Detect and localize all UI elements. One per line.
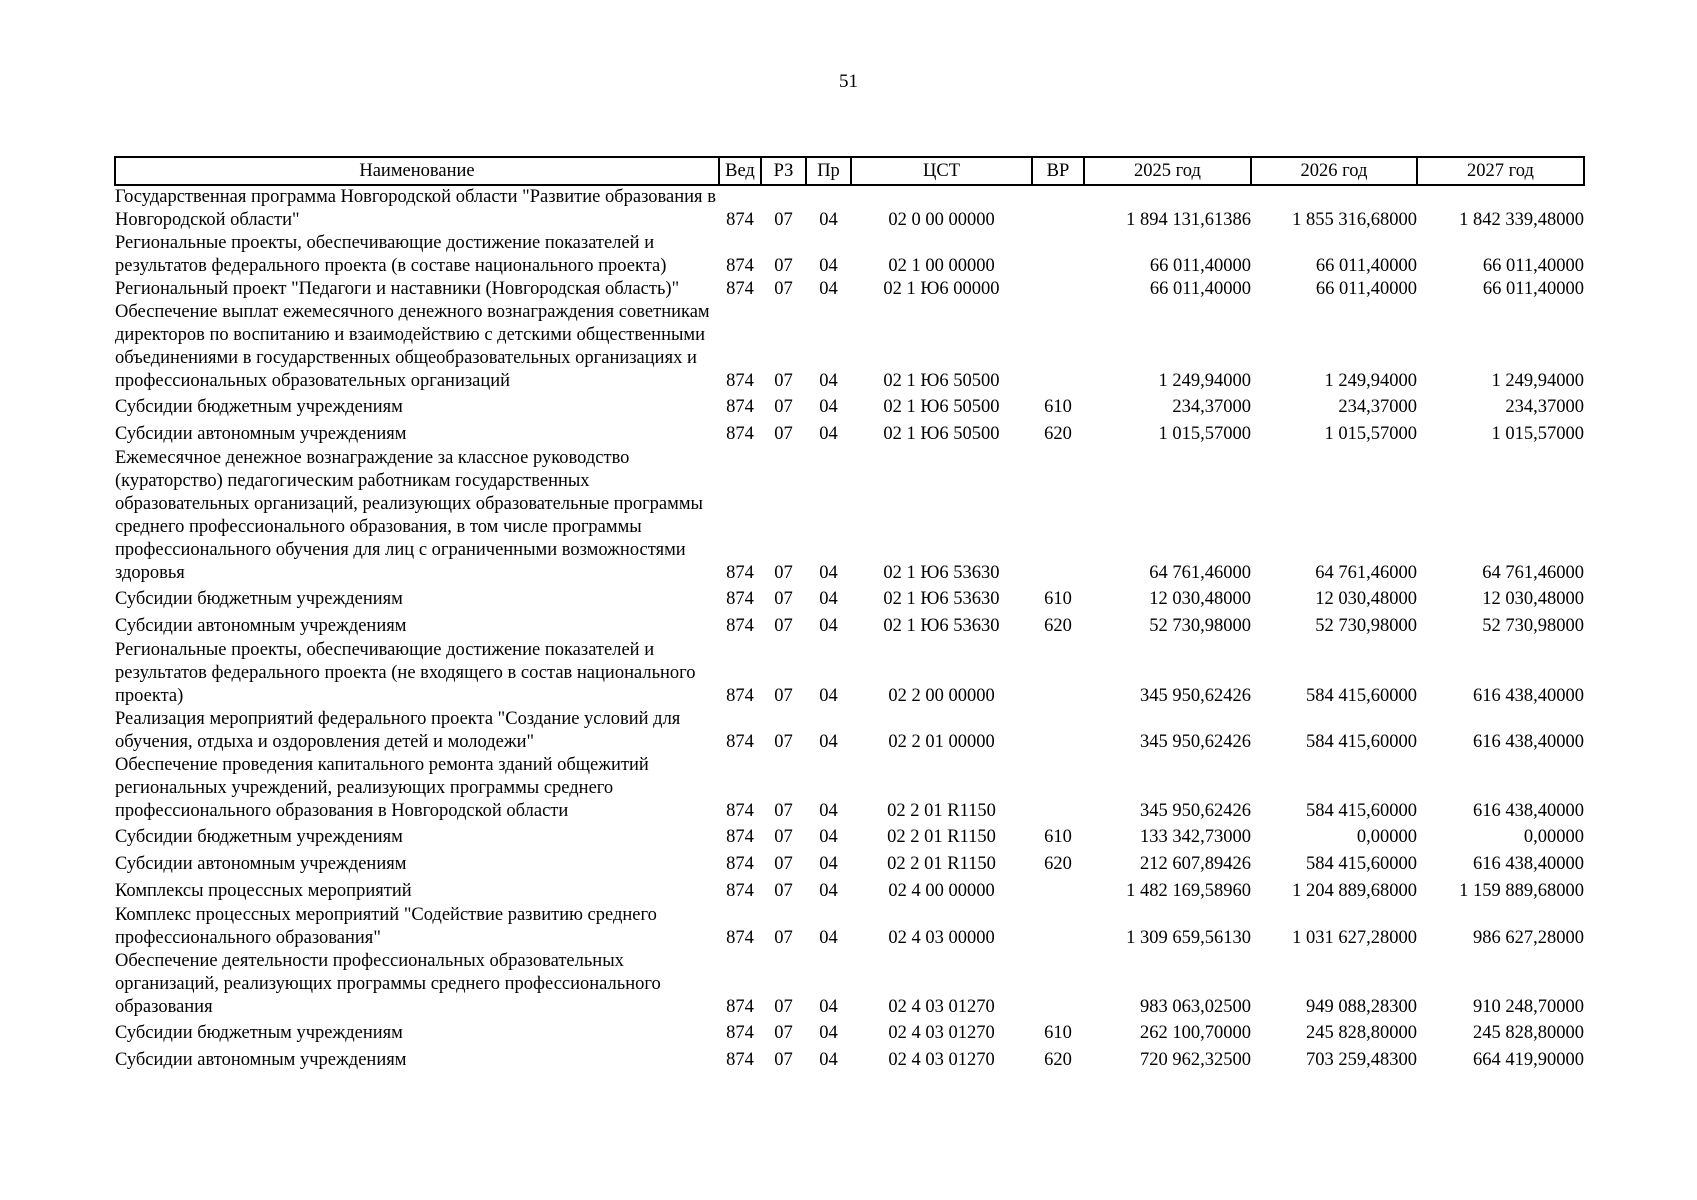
row-2025: 1 482 169,58960 <box>1126 881 1251 901</box>
row-pr: 04 <box>819 1023 838 1043</box>
row-2027: 664 419,90000 <box>1473 1050 1584 1070</box>
row-name: Субсидии автономным учреждениям <box>115 1050 407 1070</box>
row-2027: 1 842 339,48000 <box>1459 210 1584 230</box>
table-body <box>115 185 1584 1073</box>
row-ved: 874 <box>726 589 754 609</box>
row-pr: 04 <box>819 854 838 874</box>
row-cst: 02 2 01 R1150 <box>887 801 996 821</box>
table-row <box>115 877 1584 904</box>
row-name: Субсидии бюджетным учреждениям <box>115 589 403 609</box>
table-row <box>115 1019 1584 1046</box>
row-rz: 07 <box>774 801 793 821</box>
table-row <box>115 612 1584 639</box>
row-cst: 02 1 Ю6 53630 <box>883 589 1000 609</box>
row-2026: 66 011,40000 <box>1315 256 1417 276</box>
row-pr: 04 <box>819 210 838 230</box>
row-2025: 52 730,98000 <box>1149 616 1251 636</box>
row-cst: 02 4 03 01270 <box>888 1023 995 1043</box>
row-ved: 874 <box>726 997 754 1017</box>
row-name: Комплексы процессных мероприятий <box>115 881 412 901</box>
table-row <box>115 585 1584 612</box>
row-2026: 234,37000 <box>1338 397 1417 417</box>
row-2026: 12 030,48000 <box>1315 589 1417 609</box>
table-row <box>115 447 1584 585</box>
header-cst: ЦСТ <box>851 157 1032 185</box>
row-pr: 04 <box>819 256 838 276</box>
row-pr: 04 <box>819 279 838 299</box>
table-row <box>115 850 1584 877</box>
row-vr: 620 <box>1044 854 1072 874</box>
row-rz: 07 <box>774 589 793 609</box>
row-ved: 874 <box>726 732 754 752</box>
row-vr: 620 <box>1044 616 1072 636</box>
row-rz: 07 <box>774 827 793 847</box>
row-rz: 07 <box>774 881 793 901</box>
row-2027: 0,00000 <box>1523 827 1584 847</box>
row-name: Субсидии автономным учреждениям <box>115 616 407 636</box>
row-name: Обеспечение проведения капитального ремонта зданий общежитий региональных учреждений, реализующих программы среднего профессионального образования в Новгородской области <box>115 755 649 821</box>
row-pr: 04 <box>819 732 838 752</box>
row-name: Региональные проекты, обеспечивающие достижение показателей и результатов федерального проекта (не входящего в состав национального проекта) <box>115 640 696 706</box>
row-2027: 12 030,48000 <box>1482 589 1584 609</box>
row-name: Ежемесячное денежное вознаграждение за классное руководство (кураторство) педагогическим работникам государственных образовательных организаций, реализующих образовательные программы среднего профессионального образования, в том числе программы профессионального обучения для лиц с ограниченными возможностями здоровья <box>115 448 703 583</box>
row-2027: 245 828,80000 <box>1473 1023 1584 1043</box>
row-2027: 616 438,40000 <box>1473 732 1584 752</box>
row-vr <box>1032 904 1084 950</box>
row-2027: 1 249,94000 <box>1491 371 1584 391</box>
row-cst: 02 2 01 00000 <box>888 732 995 752</box>
row-ved: 874 <box>726 1050 754 1070</box>
table-row <box>115 301 1584 393</box>
row-2027: 910 248,70000 <box>1473 997 1584 1017</box>
row-vr <box>1032 639 1084 708</box>
row-ved: 874 <box>726 256 754 276</box>
header-pr: Пр <box>806 157 851 185</box>
row-2027: 64 761,46000 <box>1482 563 1584 583</box>
table-row <box>115 278 1584 301</box>
row-pr: 04 <box>819 616 838 636</box>
row-rz: 07 <box>774 732 793 752</box>
row-rz: 07 <box>774 928 793 948</box>
header-ved: Вед <box>719 157 761 185</box>
row-2026: 584 415,60000 <box>1306 801 1417 821</box>
row-2026: 245 828,80000 <box>1306 1023 1417 1043</box>
row-rz: 07 <box>774 424 793 444</box>
row-rz: 07 <box>774 997 793 1017</box>
row-2026: 584 415,60000 <box>1306 854 1417 874</box>
row-vr <box>1032 301 1084 393</box>
row-vr: 620 <box>1044 1050 1072 1070</box>
row-pr: 04 <box>819 397 838 417</box>
row-2027: 66 011,40000 <box>1482 279 1584 299</box>
row-name: Субсидии бюджетным учреждениям <box>115 397 403 417</box>
row-cst: 02 2 00 00000 <box>888 686 995 706</box>
row-vr <box>1032 447 1084 585</box>
row-pr: 04 <box>819 827 838 847</box>
row-2026: 1 249,94000 <box>1324 371 1417 391</box>
row-cst: 02 2 01 R1150 <box>887 827 996 847</box>
row-name: Обеспечение деятельности профессиональных образовательных организаций, реализующих программы среднего профессионального образования <box>115 951 661 1017</box>
row-2025: 345 950,62426 <box>1140 732 1251 752</box>
row-name: Обеспечение выплат ежемесячного денежного вознаграждения советникам директоров по воспитанию и взаимодействию с детскими общественными объединениями в государственных общеобразовательных организациях и профессиональных образовательных организаций <box>115 302 710 391</box>
row-2025: 1 309 659,56130 <box>1126 928 1251 948</box>
row-cst: 02 4 03 01270 <box>888 1050 995 1070</box>
row-2025: 66 011,40000 <box>1149 256 1251 276</box>
row-2027: 66 011,40000 <box>1482 256 1584 276</box>
row-ved: 874 <box>726 397 754 417</box>
row-vr <box>1032 950 1084 1019</box>
row-pr: 04 <box>819 686 838 706</box>
row-2025: 983 063,02500 <box>1140 997 1251 1017</box>
row-vr: 610 <box>1044 397 1072 417</box>
row-vr <box>1032 185 1084 232</box>
row-cst: 02 2 01 R1150 <box>887 854 996 874</box>
row-2025: 345 950,62426 <box>1140 801 1251 821</box>
row-cst: 02 1 Ю6 00000 <box>883 279 1000 299</box>
row-cst: 02 1 Ю6 50500 <box>883 371 1000 391</box>
row-ved: 874 <box>726 424 754 444</box>
header-name: Наименование <box>115 157 719 185</box>
row-2027: 1 015,57000 <box>1491 424 1584 444</box>
header-rz: РЗ <box>761 157 806 185</box>
row-name: Комплекс процессных мероприятий "Содействие развитию среднего профессионального образования" <box>115 905 657 948</box>
row-rz: 07 <box>774 397 793 417</box>
row-ved: 874 <box>726 279 754 299</box>
row-2026: 703 259,48300 <box>1306 1050 1417 1070</box>
row-pr: 04 <box>819 371 838 391</box>
row-pr: 04 <box>819 928 838 948</box>
row-2027: 1 159 889,68000 <box>1459 881 1584 901</box>
table-row <box>115 185 1584 232</box>
row-2026: 1 015,57000 <box>1324 424 1417 444</box>
row-rz: 07 <box>774 686 793 706</box>
row-vr: 610 <box>1044 827 1072 847</box>
row-ved: 874 <box>726 801 754 821</box>
row-cst: 02 1 Ю6 53630 <box>883 616 1000 636</box>
row-2027: 616 438,40000 <box>1473 686 1584 706</box>
row-cst: 02 0 00 00000 <box>888 210 995 230</box>
row-ved: 874 <box>726 686 754 706</box>
row-ved: 874 <box>726 827 754 847</box>
row-ved: 874 <box>726 563 754 583</box>
row-rz: 07 <box>774 371 793 391</box>
row-2025: 345 950,62426 <box>1140 686 1251 706</box>
row-2025: 234,37000 <box>1172 397 1251 417</box>
table-row <box>115 950 1584 1019</box>
row-rz: 07 <box>774 1050 793 1070</box>
row-rz: 07 <box>774 210 793 230</box>
row-name: Государственная программа Новгородской области "Развитие образования в Новгородской области" <box>115 187 716 230</box>
row-2027: 234,37000 <box>1505 397 1584 417</box>
row-vr <box>1032 232 1084 278</box>
row-cst: 02 1 Ю6 50500 <box>883 424 1000 444</box>
row-pr: 04 <box>819 801 838 821</box>
header-2026: 2026 год <box>1251 157 1417 185</box>
row-cst: 02 1 Ю6 50500 <box>883 397 1000 417</box>
row-2026: 949 088,28300 <box>1306 997 1417 1017</box>
row-vr <box>1032 877 1084 904</box>
row-ved: 874 <box>726 371 754 391</box>
row-pr: 04 <box>819 563 838 583</box>
row-2025: 133 342,73000 <box>1140 827 1251 847</box>
row-cst: 02 1 Ю6 53630 <box>883 563 1000 583</box>
table-row <box>115 708 1584 754</box>
row-cst: 02 4 00 00000 <box>888 881 995 901</box>
table-row <box>115 232 1584 278</box>
row-name: Региональный проект "Педагоги и наставники (Новгородская область)" <box>115 279 680 299</box>
row-ved: 874 <box>726 854 754 874</box>
row-2026: 1 855 316,68000 <box>1292 210 1417 230</box>
row-2027: 52 730,98000 <box>1482 616 1584 636</box>
table-row <box>115 904 1584 950</box>
row-2027: 616 438,40000 <box>1473 801 1584 821</box>
row-rz: 07 <box>774 854 793 874</box>
table-row <box>115 393 1584 420</box>
row-vr <box>1032 708 1084 754</box>
row-name: Региональные проекты, обеспечивающие достижение показателей и результатов федерального проекта (в составе национального проекта) <box>115 233 667 276</box>
row-name: Субсидии бюджетным учреждениям <box>115 1023 403 1043</box>
row-2026: 0,00000 <box>1356 827 1417 847</box>
table-row <box>115 420 1584 447</box>
table-row <box>115 823 1584 850</box>
row-name: Реализация мероприятий федерального проекта "Создание условий для обучения, отдыха и оздоровления детей и молодежи" <box>115 709 681 752</box>
row-2026: 1 031 627,28000 <box>1292 928 1417 948</box>
row-pr: 04 <box>819 997 838 1017</box>
row-rz: 07 <box>774 563 793 583</box>
row-rz: 07 <box>774 616 793 636</box>
row-2027: 986 627,28000 <box>1473 928 1584 948</box>
row-vr: 620 <box>1044 424 1072 444</box>
row-2025: 1 894 131,61386 <box>1126 210 1251 230</box>
header-vr: ВР <box>1032 157 1084 185</box>
row-2027: 616 438,40000 <box>1473 854 1584 874</box>
table-row <box>115 1046 1584 1073</box>
row-vr <box>1032 278 1084 301</box>
row-2025: 12 030,48000 <box>1149 589 1251 609</box>
row-vr <box>1032 754 1084 823</box>
row-pr: 04 <box>819 589 838 609</box>
row-2026: 584 415,60000 <box>1306 732 1417 752</box>
row-2025: 1 249,94000 <box>1158 371 1251 391</box>
row-ved: 874 <box>726 210 754 230</box>
table-row <box>115 639 1584 708</box>
row-2025: 64 761,46000 <box>1149 563 1251 583</box>
row-rz: 07 <box>774 279 793 299</box>
table-header-row <box>115 157 1584 185</box>
page-number: 51 <box>839 71 858 92</box>
row-2025: 66 011,40000 <box>1149 279 1251 299</box>
row-ved: 874 <box>726 616 754 636</box>
row-vr: 610 <box>1044 589 1072 609</box>
row-2025: 212 607,89426 <box>1140 854 1251 874</box>
row-2025: 1 015,57000 <box>1158 424 1251 444</box>
header-2025: 2025 год <box>1084 157 1251 185</box>
row-cst: 02 1 00 00000 <box>888 256 995 276</box>
row-name: Субсидии бюджетным учреждениям <box>115 827 403 847</box>
row-2026: 66 011,40000 <box>1315 279 1417 299</box>
row-rz: 07 <box>774 256 793 276</box>
row-pr: 04 <box>819 1050 838 1070</box>
row-2025: 720 962,32500 <box>1140 1050 1251 1070</box>
row-name: Субсидии автономным учреждениям <box>115 424 407 444</box>
row-rz: 07 <box>774 1023 793 1043</box>
row-2026: 64 761,46000 <box>1315 563 1417 583</box>
row-ved: 874 <box>726 881 754 901</box>
row-ved: 874 <box>726 928 754 948</box>
budget-table <box>114 156 1585 1073</box>
header-2027: 2027 год <box>1417 157 1584 185</box>
row-2026: 52 730,98000 <box>1315 616 1417 636</box>
row-pr: 04 <box>819 881 838 901</box>
row-2026: 1 204 889,68000 <box>1292 881 1417 901</box>
row-pr: 04 <box>819 424 838 444</box>
table-row <box>115 754 1584 823</box>
row-2026: 584 415,60000 <box>1306 686 1417 706</box>
row-name: Субсидии автономным учреждениям <box>115 854 407 874</box>
row-cst: 02 4 03 01270 <box>888 997 995 1017</box>
row-cst: 02 4 03 00000 <box>888 928 995 948</box>
row-2025: 262 100,70000 <box>1140 1023 1251 1043</box>
row-ved: 874 <box>726 1023 754 1043</box>
row-vr: 610 <box>1044 1023 1072 1043</box>
